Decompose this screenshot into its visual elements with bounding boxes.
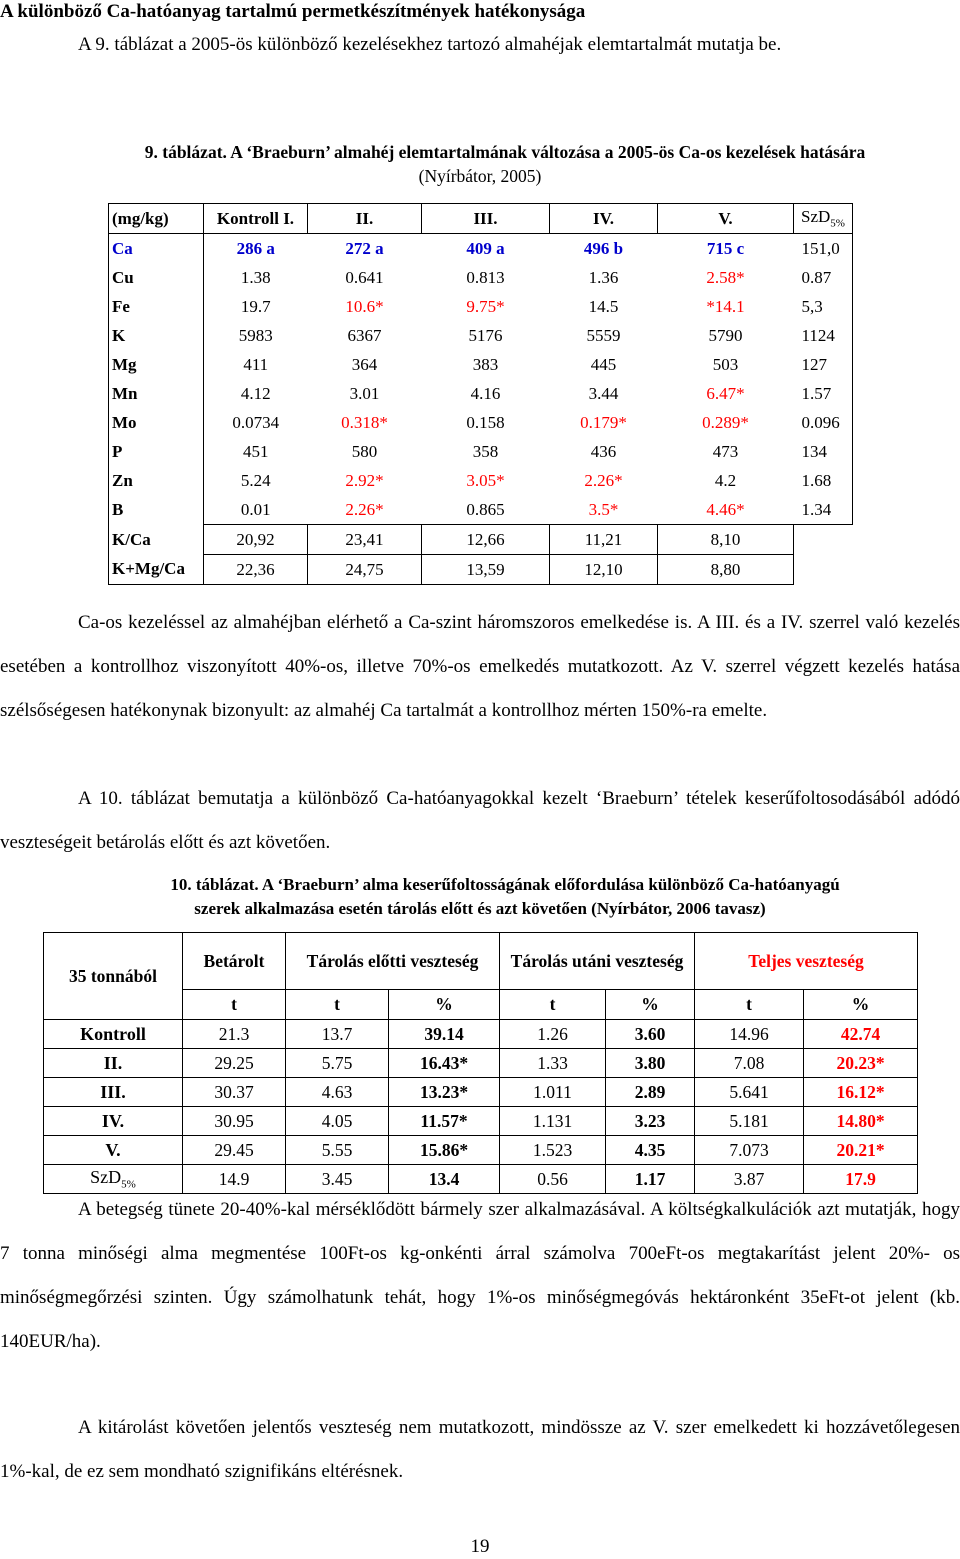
table9-cell: 4.16 — [470, 383, 501, 403]
table9-cell: 4.12 — [240, 383, 271, 403]
table10-cell: 5.181 — [695, 1107, 804, 1136]
table9-cell: 12,66 — [422, 525, 550, 555]
table9-cell: 2.26* — [584, 470, 623, 490]
table10-cell: 16.43* — [389, 1049, 500, 1078]
table10-caption-line1: 10. táblázat. A ‘Braeburn’ alma keserűfoltosságának előfordulása különböző Ca-hatóanyagú — [170, 875, 840, 894]
table10 — [43, 932, 918, 1194]
table10-cell: 4.35 — [606, 1136, 695, 1165]
table10-caption-line2: szerek alkalmazása esetén tárolás előtt és azt követően (Nyírbátor, 2006 tavasz) — [194, 899, 766, 918]
table9-szd-sub: 5% — [830, 217, 845, 230]
table9-cell: 436 — [590, 441, 617, 461]
section-heading: A különböző Ca-hatóanyag tartalmú permetkészítmények hatékonysága — [0, 1, 586, 22]
table9-cell: 2.58* — [706, 267, 745, 287]
table10-header-row — [44, 933, 918, 990]
table10-row-label: II. — [44, 1049, 183, 1078]
table10-cell: 30.95 — [183, 1107, 286, 1136]
table9-cell: 383 — [472, 354, 499, 374]
table9-cell: 445 — [590, 354, 617, 374]
table9-header-unit: (mg/kg) — [109, 204, 204, 234]
table9-cell — [794, 555, 853, 585]
table9-szd-label: SzD — [801, 207, 831, 227]
table9-row — [109, 495, 853, 525]
table10-unit: t — [286, 990, 389, 1020]
table10-cell: 1.26 — [500, 1020, 606, 1049]
table9-cell: 503 — [712, 354, 739, 374]
table10-unit: t — [183, 990, 286, 1020]
table9-cell: 5983 — [238, 325, 273, 345]
table9-cell: 23,41 — [308, 525, 422, 555]
table9-cell: 358 — [472, 441, 499, 461]
table10-szd-cell: 14.9 — [183, 1165, 286, 1194]
table10-cell: 42.74 — [804, 1020, 918, 1049]
page-number: 19 — [470, 1536, 490, 1557]
table9-cell: *14.1 — [706, 296, 745, 316]
table9-row-label: K — [109, 321, 204, 350]
table9-row-label: P — [109, 437, 204, 466]
table9-row — [109, 234, 853, 264]
table9-cell: 0.641 — [345, 267, 384, 287]
table10-cell: 15.86* — [389, 1136, 500, 1165]
table10-cell: 1.33 — [500, 1049, 606, 1078]
table9-row-label: Ca — [109, 234, 204, 264]
paragraph2-text: Ca-os kezeléssel az almahéjban elérhető a Ca-szint háromszoros emelkedése is. A III. és a IV. szerrel való kezelés esetében a kontrollhoz viszonyított 40%-os, illetve 70%-os emelkedés mutatkozott. Az V. szerrel végzett kezelés hatása szélsőségesen hatékonynak bizonyult: az almahéj Ca tartalmát a kontrollhoz mérten 150%-ra emelte. — [0, 612, 960, 721]
table9-row-label: Zn — [109, 466, 204, 495]
table9-cell: 496 b — [583, 238, 624, 258]
table10-cell: 21.3 — [183, 1020, 286, 1049]
table9-header-col: IV. — [550, 204, 658, 234]
table9-cell: 0.096 — [794, 408, 853, 437]
table10-cell: 1.131 — [500, 1107, 606, 1136]
table9-row — [109, 292, 853, 321]
table9-cell: 580 — [351, 441, 378, 461]
intro-paragraph — [0, 23, 960, 67]
table9-cell: 364 — [351, 354, 378, 374]
table10-cell: 30.37 — [183, 1078, 286, 1107]
table9-cell: 1.34 — [794, 495, 853, 525]
table9-cell: 9.75* — [466, 296, 505, 316]
table9-caption-line2: (Nyírbátor, 2005) — [418, 166, 542, 186]
table9-cell: 5,3 — [794, 292, 853, 321]
table9-cell: 4.46* — [706, 499, 745, 519]
table10-cell: 5.641 — [695, 1078, 804, 1107]
table9-cell: 10.6* — [345, 296, 384, 316]
table10-unit: % — [389, 990, 500, 1020]
table10-cell: 5.75 — [286, 1049, 389, 1078]
table10-cell: 39.14 — [389, 1020, 500, 1049]
table9-cell: 411 — [243, 354, 269, 374]
paragraph-ca-increase — [0, 601, 960, 733]
table9-row-label: Mo — [109, 408, 204, 437]
table9-cell: 20,92 — [204, 525, 308, 555]
table9-row — [109, 263, 853, 292]
table10-cell: 14.96 — [695, 1020, 804, 1049]
table9-row — [109, 466, 853, 495]
table10-row — [44, 1107, 918, 1136]
table9-cell: 12,10 — [550, 555, 658, 585]
table10-cell: 1.523 — [500, 1136, 606, 1165]
table9-cell: 0.01 — [240, 499, 271, 519]
intro-text: A 9. táblázat a 2005-ös különböző kezelésekhez tartozó almahéjak elemtartalmát mutatja be. — [78, 34, 782, 55]
table10-szd-cell: 1.17 — [606, 1165, 695, 1194]
table9-row-label: Cu — [109, 263, 204, 292]
table10-unit: t — [500, 990, 606, 1020]
table10-szd-cell: 0.56 — [500, 1165, 606, 1194]
table9-cell: 6.47* — [706, 383, 745, 403]
table9-cell: 13,59 — [422, 555, 550, 585]
table9-row — [109, 379, 853, 408]
table10-row-label: V. — [44, 1136, 183, 1165]
table10-unit: % — [804, 990, 918, 1020]
table10-szd-cell: 13.4 — [389, 1165, 500, 1194]
table9-cell: 0.179* — [580, 412, 627, 432]
table10-cell: 3.23 — [606, 1107, 695, 1136]
table10-corner: 35 tonnából — [44, 933, 183, 1020]
table9-cell: 127 — [794, 350, 853, 379]
table9-header-col: V. — [658, 204, 794, 234]
table9-caption-line1: 9. táblázat. A ‘Braeburn’ almahéj elemtartalmának változása a 2005-ös Ca-os kezelések hatására — [144, 142, 866, 162]
table9-cell: 22,36 — [204, 555, 308, 585]
table10-header-total: Teljes veszteség — [695, 933, 918, 990]
table9-cell: 3.05* — [466, 470, 505, 490]
table9-cell: 6367 — [347, 325, 382, 345]
table9-cell: 715 c — [706, 238, 745, 258]
table10-cell: 1.011 — [500, 1078, 606, 1107]
paragraph-table10-intro — [0, 777, 960, 865]
table9-cell: 3.5* — [588, 499, 619, 519]
table9-cell: 0.87 — [794, 263, 853, 292]
table9-cell: 272 a — [345, 238, 384, 258]
table9-row — [109, 321, 853, 350]
table9-row-label: K+Mg/Ca — [109, 555, 204, 585]
table9-cell: 1.68 — [794, 466, 853, 495]
table9-cell: 5559 — [586, 325, 621, 345]
table10-unit: t — [695, 990, 804, 1020]
table10-cell: 29.45 — [183, 1136, 286, 1165]
table9-row — [109, 350, 853, 379]
table9-header-col: Kontroll I. — [204, 204, 308, 234]
table10-cell: 4.05 — [286, 1107, 389, 1136]
table10-cell: 4.63 — [286, 1078, 389, 1107]
table9-cell: 19.7 — [240, 296, 271, 316]
table10-row-label: III. — [44, 1078, 183, 1107]
table10-row — [44, 1020, 918, 1049]
table10-header-after: Tárolás utáni veszteség — [500, 933, 695, 990]
table9-header-col: III. — [422, 204, 550, 234]
table9-header-col: II. — [308, 204, 422, 234]
table10-row-label: Kontroll — [44, 1020, 183, 1049]
table9-cell: 8,10 — [658, 525, 794, 555]
table9-cell: 1.38 — [240, 267, 271, 287]
table10-cell: 7.08 — [695, 1049, 804, 1078]
table9-cell: 151,0 — [794, 234, 853, 264]
table9-row-label: Mn — [109, 379, 204, 408]
paragraph-storage — [0, 1406, 960, 1494]
table9-row-label: Fe — [109, 292, 204, 321]
table10-header-betarolt: Betárolt — [183, 933, 286, 990]
paragraph5-text: A kitárolást követően jelentős veszteség nem mutatkozott, mindössze az V. szer emelkedett ki hozzávetőlegesen 1%-kal, de ez sem mondható szignifikáns eltérésnek. — [0, 1417, 960, 1482]
table10-row — [44, 1049, 918, 1078]
table10-cell: 3.80 — [606, 1049, 695, 1078]
table9-cell: 0.865 — [466, 499, 505, 519]
table9-cell: 409 a — [466, 238, 505, 258]
table9-row-label: B — [109, 495, 204, 525]
table9-cell: 5790 — [708, 325, 743, 345]
table9-cell: 4.2 — [714, 470, 737, 490]
table10-szd-sub: 5% — [121, 1178, 136, 1191]
table9-cell: 2.92* — [345, 470, 384, 490]
table10-cell: 7.073 — [695, 1136, 804, 1165]
table9-cell: 0.813 — [466, 267, 505, 287]
paragraph3-text: A 10. táblázat bemutatja a különböző Ca-hatóanyagokkal kezelt ‘Braeburn’ tételek keserűfoltosodásából adódó veszteségeit betárolás előtt és azt követően. — [0, 788, 960, 853]
table10-cell: 29.25 — [183, 1049, 286, 1078]
table9-cell: 3.44 — [588, 383, 619, 403]
table9-cell: 11,21 — [550, 525, 658, 555]
table9-cell: 24,75 — [308, 555, 422, 585]
table9-header-szd — [794, 204, 853, 234]
table10-szd-cell: 3.87 — [695, 1165, 804, 1194]
table9-cell: 0.318* — [341, 412, 388, 432]
table9-cell: 0.0734 — [232, 412, 280, 432]
table10-cell: 14.80* — [804, 1107, 918, 1136]
table9-cell: 2.26* — [345, 499, 384, 519]
table9-cell: 14.5 — [588, 296, 619, 316]
table9-header-row — [109, 204, 853, 234]
paragraph4-text: A betegség tünete 20-40%-kal mérséklődött bármely szer alkalmazásával. A költségkalkulációk azt mutatják, hogy 7 tonna minőségi alma megmentése 100Ft-os kg-onkénti árral számolva 700eFt-os megtakarítást jelent 20%- os minőségmegőrzési szinten. Úgy számolhatunk tehát, hogy 1%-os minőségmegóvás hektáronként 35eFt-ot jelent (kb. 140EUR/ha). — [0, 1199, 960, 1352]
table10-unit: % — [606, 990, 695, 1020]
table9-cell: 3.01 — [349, 383, 380, 403]
table10-szd-cell: 3.45 — [286, 1165, 389, 1194]
table9-row-label: K/Ca — [109, 525, 204, 555]
paragraph-cost — [0, 1188, 960, 1364]
table9-cell: 8,80 — [658, 555, 794, 585]
table9-cell: 1.36 — [588, 267, 619, 287]
table9-cell: 1.57 — [794, 379, 853, 408]
table10-cell: 16.12* — [804, 1078, 918, 1107]
table9-row — [109, 437, 853, 466]
table10-row-label: IV. — [44, 1107, 183, 1136]
table10-cell: 2.89 — [606, 1078, 695, 1107]
table9-cell: 0.158 — [466, 412, 505, 432]
table9-cell: 0.289* — [702, 412, 749, 432]
table9-row-label: Mg — [109, 350, 204, 379]
table10-header-before: Tárolás előtti veszteség — [286, 933, 500, 990]
table10-cell: 20.23* — [804, 1049, 918, 1078]
table10-cell: 20.21* — [804, 1136, 918, 1165]
table10-row — [44, 1078, 918, 1107]
table10-row — [44, 1136, 918, 1165]
table9 — [108, 203, 853, 585]
table9-cell: 5176 — [468, 325, 503, 345]
table9-cell: 134 — [794, 437, 853, 466]
table9-row — [109, 555, 853, 585]
table9-row — [109, 408, 853, 437]
table9-cell: 451 — [243, 441, 269, 461]
table10-cell: 13.7 — [286, 1020, 389, 1049]
table9-cell: 473 — [712, 441, 739, 461]
table10-cell: 11.57* — [389, 1107, 500, 1136]
table9-cell: 286 a — [236, 238, 275, 258]
table9-cell — [794, 525, 853, 555]
table10-szd-cell: 17.9 — [804, 1165, 918, 1194]
table9-row — [109, 525, 853, 555]
table9-cell: 5.24 — [240, 470, 271, 490]
table10-cell: 13.23* — [389, 1078, 500, 1107]
table10-cell: 5.55 — [286, 1136, 389, 1165]
table10-szd-text: SzD — [90, 1167, 122, 1188]
table9-cell: 1124 — [794, 321, 853, 350]
table10-cell: 3.60 — [606, 1020, 695, 1049]
